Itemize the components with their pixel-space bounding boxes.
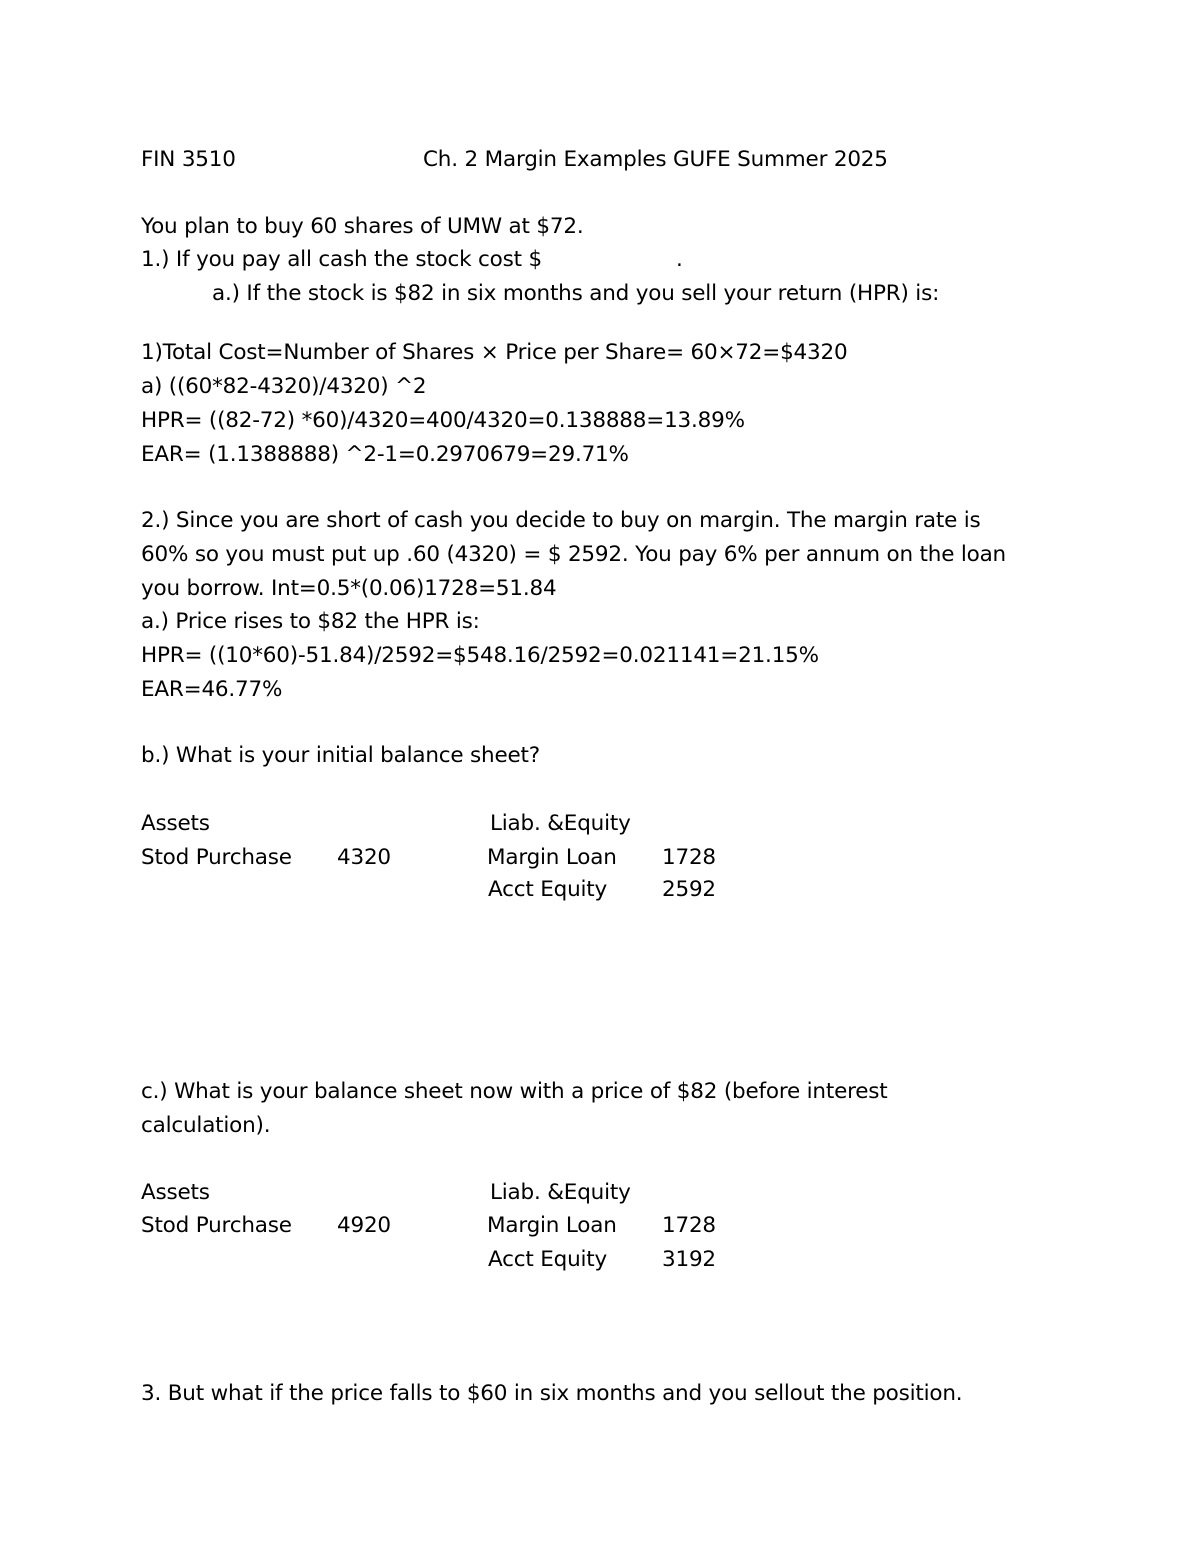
course-code: FIN 3510 (141, 147, 236, 172)
assets-header: Assets (141, 1180, 210, 1205)
q1-work-line: EAR= (1.1388888) ^2-1=0.2970679=29.71% (141, 442, 629, 467)
q1-sub-a: a.) If the stock is $82 in six months and you sell your return (HPR) is: (212, 281, 940, 306)
q1-work-line: 1)Total Cost=Number of Shares × Price per Share= 60×72=$4320 (141, 340, 848, 365)
margin-loan-label: Margin Loan (487, 845, 617, 870)
q2-text-line: you borrow. Int=0.5*(0.06)1728=51.84 (141, 576, 557, 601)
q1-prompt: 1.) If you pay all cash the stock cost $ (141, 247, 542, 272)
q2-sub-c-line: c.) What is your balance sheet now with a price of $82 (before interest (141, 1079, 888, 1104)
q2-work-line: EAR=46.77% (141, 677, 283, 702)
asset-value: 4920 (337, 1213, 391, 1238)
margin-loan-value: 1728 (662, 845, 716, 870)
q2-sub-b: b.) What is your initial balance sheet? (141, 743, 540, 768)
q1-work-line: HPR= ((82-72) *60)/4320=400/4320=0.138888=13.89% (141, 408, 745, 433)
acct-equity-value: 2592 (662, 877, 716, 902)
margin-loan-value: 1728 (662, 1213, 716, 1238)
margin-loan-label: Margin Loan (487, 1213, 617, 1238)
q3-text: 3. But what if the price falls to $60 in six months and you sellout the position. (141, 1381, 963, 1406)
asset-label: Stod Purchase (141, 1213, 292, 1238)
acct-equity-label: Acct Equity (488, 877, 608, 902)
q2-text-line: 60% so you must put up .60 (4320) = $ 2592. You pay 6% per annum on the loan (141, 542, 1006, 567)
intro-text: You plan to buy 60 shares of UMW at $72. (141, 214, 584, 239)
liab-equity-header: Liab. &Equity (490, 811, 631, 836)
acct-equity-value: 3192 (662, 1247, 716, 1272)
liab-equity-header: Liab. &Equity (490, 1180, 631, 1205)
q1-work-line: a) ((60*82-4320)/4320) ^2 (141, 374, 427, 399)
q2-work-line: HPR= ((10*60)-51.84)/2592=$548.16/2592=0.021141=21.15% (141, 643, 819, 668)
q2-sub-c-line: calculation). (141, 1113, 271, 1138)
acct-equity-label: Acct Equity (488, 1247, 608, 1272)
asset-value: 4320 (337, 845, 391, 870)
q2-sub-a: a.) Price rises to $82 the HPR is: (141, 609, 480, 634)
q1-blank-dot: . (676, 247, 683, 272)
assets-header: Assets (141, 811, 210, 836)
asset-label: Stod Purchase (141, 845, 292, 870)
page-title: Ch. 2 Margin Examples GUFE Summer 2025 (423, 147, 888, 172)
q2-text-line: 2.) Since you are short of cash you decide to buy on margin. The margin rate is (141, 508, 981, 533)
